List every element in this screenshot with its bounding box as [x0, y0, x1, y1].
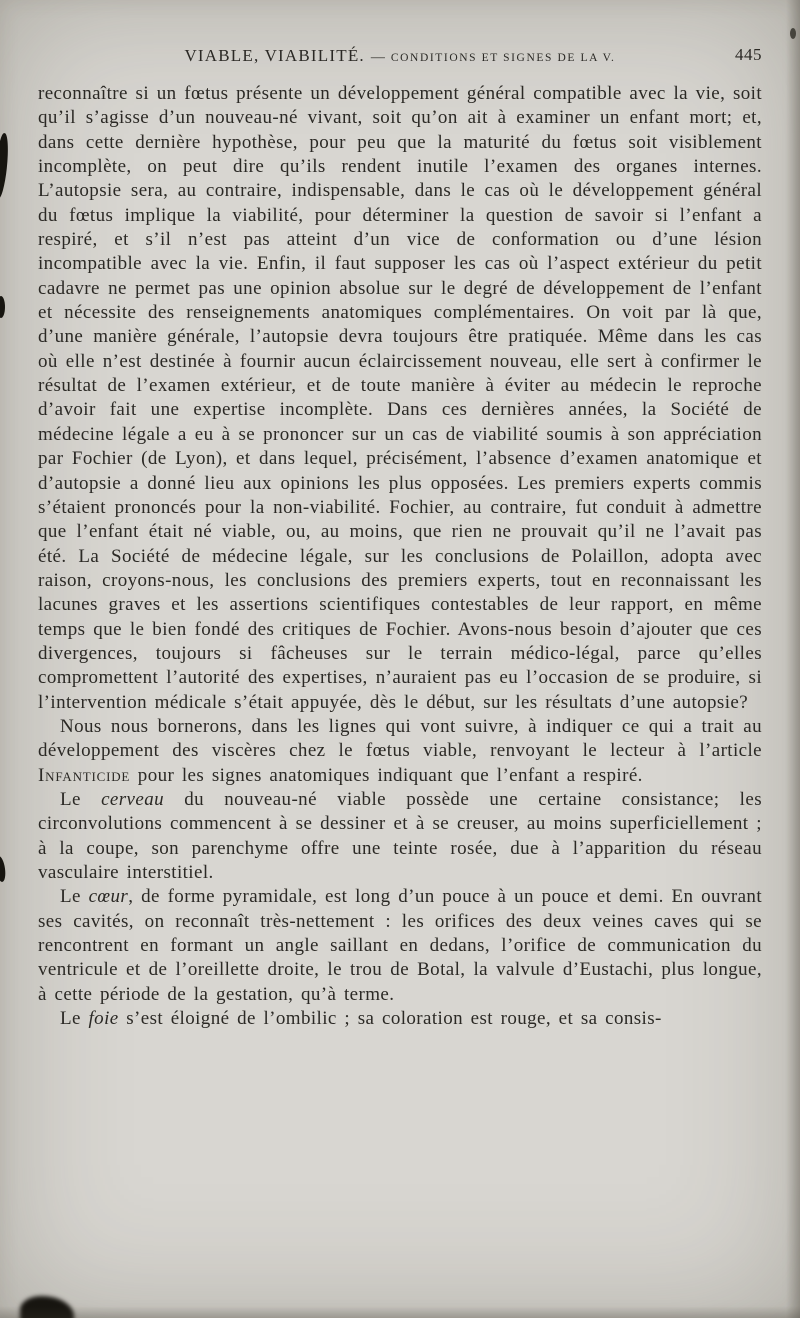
paragraph — [38, 885, 762, 1007]
page-number: 445 — [735, 45, 762, 64]
paragraph — [38, 715, 762, 788]
text-run: reconnaître si un fœtus présente un développement général compatible avec la vie, soit qu’il s’agisse d’un nouveau-né vivant, soit qu’on ait à examiner un enfant mort; et, dans cette dernière hypothèse, pour peu que la maturité du fœtus soit visiblement incomplète, on peut dire qu’ils rendent inutile l’examen des organes internes. L’autopsie sera, au contraire, indispensable, dans le cas où le développement général du fœtus implique la viabilité, pour déterminer la question de savoir si l’enfant a respiré, et s’il n’est pas atteint d’un vice de conformation ou d’une lésion incompatible avec la vie. Enfin, il faut supposer les cas où l’aspect extérieur du petit cadavre ne permet pas une opinion absolue sur le degré de développement de l’enfant et nécessite des renseignements anatomiques complémentaires. On voit par là que, d’une manière générale, l’autopsie devra toujours être pratiquée. Même dans les cas où elle n’est destinée à fournir aucun éclaircissement nouveau, elle sert à confirmer le résultat de l’examen extérieur, et de toute manière à éviter au médecin le reproche d’avoir fait une expertise incomplète. Dans ces dernières années, la Société de médecine légale a eu à se prononcer sur un cas de viabilité soumis à son appréciation par Fochier (de Lyon), et dans lequel, précisément, l’absence d’examen anatomique et d’autopsie a donné lieu aux opinions les plus opposées. Les premiers experts commis s’étaient prononcés pour la non-viabilité. Fochier, au contraire, fut conduit à admettre que l’enfant était né viable, ou, au moins, que rien ne prouvait qu’il ne l’avait pas été. La Société de médecine légale, sur les conclusions de Polaillon, adopta avec raison, croyons-nous, les conclusions des premiers experts, tout en reconnaissant les lacunes graves et les assertions scientifiques contestables de leur rapport, en même temps que le bien fondé des critiques de Fochier. Avons-nous besoin d’ajouter que ces divergences, toujours si fâcheuses sur le terrain médico-légal, parce qu’elles compromettent l’autorité des expertises, n’auraient pas eu l’occasion de se produire, si l’intervention médicale s’était appuyée, dès le début, sur les résultats d’une autopsie? — [38, 83, 762, 713]
header-dash: — — [370, 50, 385, 65]
text-run: Le — [60, 1008, 89, 1030]
italic-term: cerveau — [101, 788, 165, 810]
scan-artifact — [790, 28, 796, 39]
section-title: CONDITIONS ET SIGNES DE LA V. — [390, 52, 616, 64]
scan-artifact — [20, 1296, 74, 1318]
page-header — [38, 46, 762, 66]
text-run: pour les signes anatomiques indiquant que l’enfant a respiré. — [130, 764, 643, 786]
italic-term: cœur — [88, 886, 129, 908]
running-title: VIABLE, VIABILITÉ. — [184, 46, 365, 65]
text-run: s’est éloigné de l’ombilic ; sa coloration est rouge, et sa consis- — [118, 1008, 662, 1030]
scan-artifact — [0, 296, 5, 318]
paragraph — [38, 82, 762, 715]
paragraph — [38, 788, 762, 885]
text-run: du nouveau-né viable possède une certaine consistance; les circonvolutions commencent à se dessiner et à se creuser, au moins superficiellement ; à la coupe, son parenchyme offre une teinte rosée, due à l’apparition du réseau vasculaire interstitiel. — [38, 788, 762, 883]
italic-term: foie — [88, 1008, 119, 1030]
scan-artifact — [0, 856, 7, 883]
scan-artifact — [0, 133, 10, 200]
text-run: Le — [60, 788, 102, 810]
text-run: Nous nous bornerons, dans les lignes qui vont suivre, à indiquer ce qui a trait au développement des viscères chez le fœtus viable, renvoyant le lecteur à l’article — [38, 715, 762, 762]
page-body — [38, 82, 762, 1031]
page-edge-shading — [786, 0, 800, 1318]
paragraph — [38, 1007, 762, 1031]
page-bottom-shading — [0, 1306, 800, 1318]
smallcaps-reference: Infanticide — [38, 764, 131, 786]
text-run: , de forme pyramidale, est long d’un pouce à un pouce et demi. En ouvrant ses cavités, on reconnaît très-nettement : les orifices des deux veines caves qui se rencontrent en formant un angle saillant en dedans, l’orifice de communication du ventricule et de l’oreillette droite, le trou de Botal, la valvule d’Eustachi, plus longue, à cette période de la gestation, qu’à terme. — [38, 886, 762, 1005]
text-run: Le — [60, 886, 89, 908]
